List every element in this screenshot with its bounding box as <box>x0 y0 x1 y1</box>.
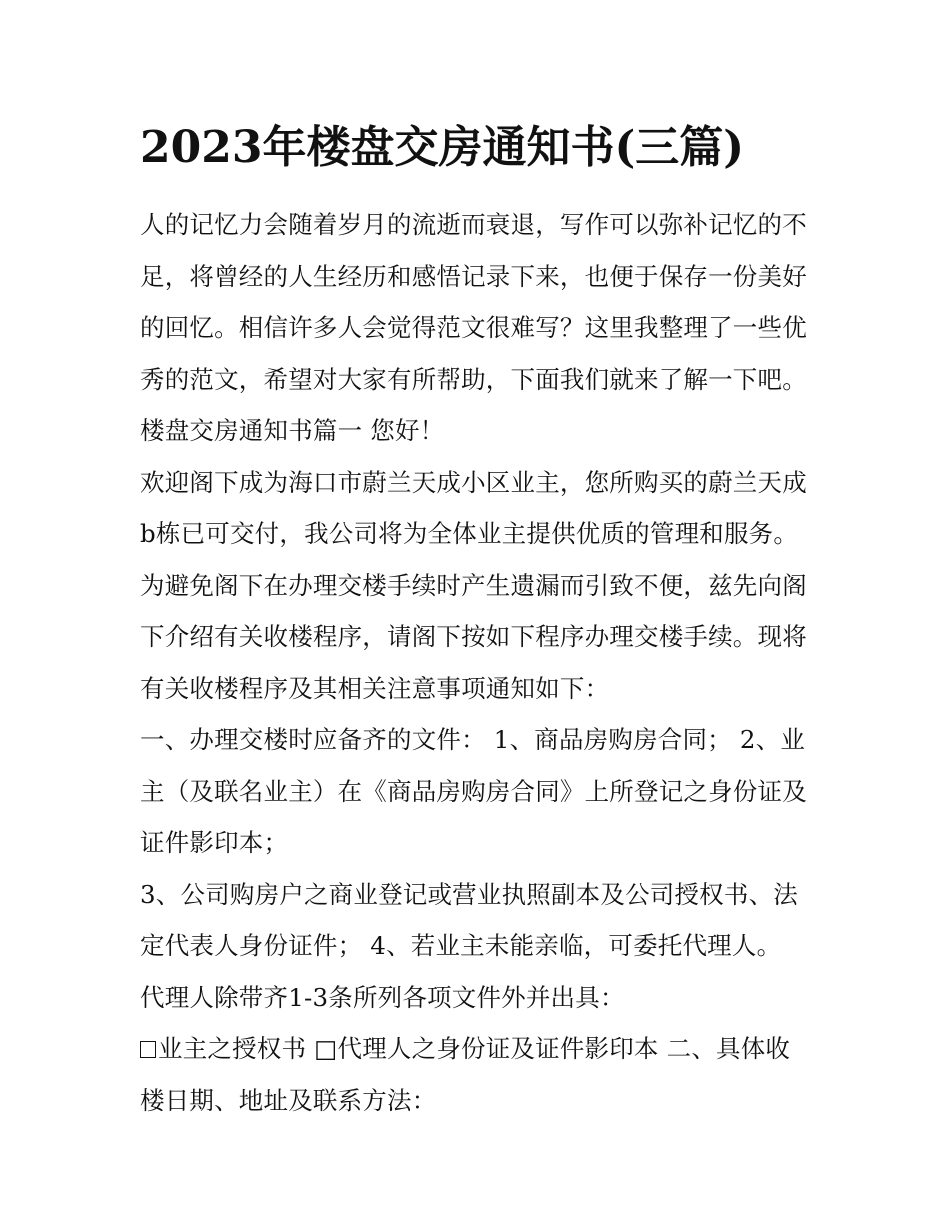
body-line: 的回忆。相信许多人会觉得范文很难写？这里我整理了一些优 <box>140 313 807 342</box>
body-line: 楼日期、地址及联系方法： <box>140 1085 437 1115</box>
body-line: 证件影印本； <box>140 828 289 857</box>
title-year: 2023 <box>140 122 263 173</box>
title-text: 年楼盘交房通知书(三篇) <box>262 122 745 173</box>
body-line: 一、办理交楼时应备齐的文件： 1、商品房购房合同； 2、业 <box>140 725 806 754</box>
body-line: 下介绍有关收楼程序，请阁下按如下程序办理交楼手续。现将 <box>140 622 807 651</box>
checkbox-line-text: 业主之授权书 □代理人之身份证及证件影印本 二、具体收 <box>158 1034 791 1063</box>
body-line: 有关收楼程序及其相关注意事项通知如下： <box>140 673 610 703</box>
body-line: b栋已可交付，我公司将为全体业主提供优质的管理和服务。 <box>140 519 799 548</box>
body-line: 主（及联名业主）在《商品房购房合同》上所登记之身份证及 <box>140 776 807 806</box>
body-line: 定代表人身份证件； 4、若业主未能亲临，可委托代理人。 <box>140 931 782 960</box>
document-title <box>140 118 840 178</box>
body-line: 人的记忆力会随着岁月的流逝而衰退，写作可以弥补记忆的不 <box>140 210 807 239</box>
checkbox-icon <box>140 1041 156 1058</box>
body-line: 代理人除带齐1-3条所列各项文件外并出具： <box>140 982 625 1012</box>
checkbox-line <box>140 1023 820 1075</box>
section-heading-line: 楼盘交房通知书篇一 您好！ <box>140 416 445 445</box>
body-line: 3、公司购房户之商业登记或营业执照副本及公司授权书、法 <box>140 879 798 909</box>
body-line: 足，将曾经的人生经历和感悟记录下来，也便于保存一份美好 <box>140 261 807 291</box>
body-line: 为避免阁下在办理交楼手续时产生遗漏而引致不便，兹先向阁 <box>140 570 807 600</box>
body-line: 秀的范文，希望对大家有所帮助，下面我们就来了解一下吧。 <box>140 364 807 394</box>
document-body <box>140 199 820 1126</box>
body-line: 欢迎阁下成为海口市蔚兰天成小区业主，您所购买的蔚兰天成 <box>140 467 807 497</box>
